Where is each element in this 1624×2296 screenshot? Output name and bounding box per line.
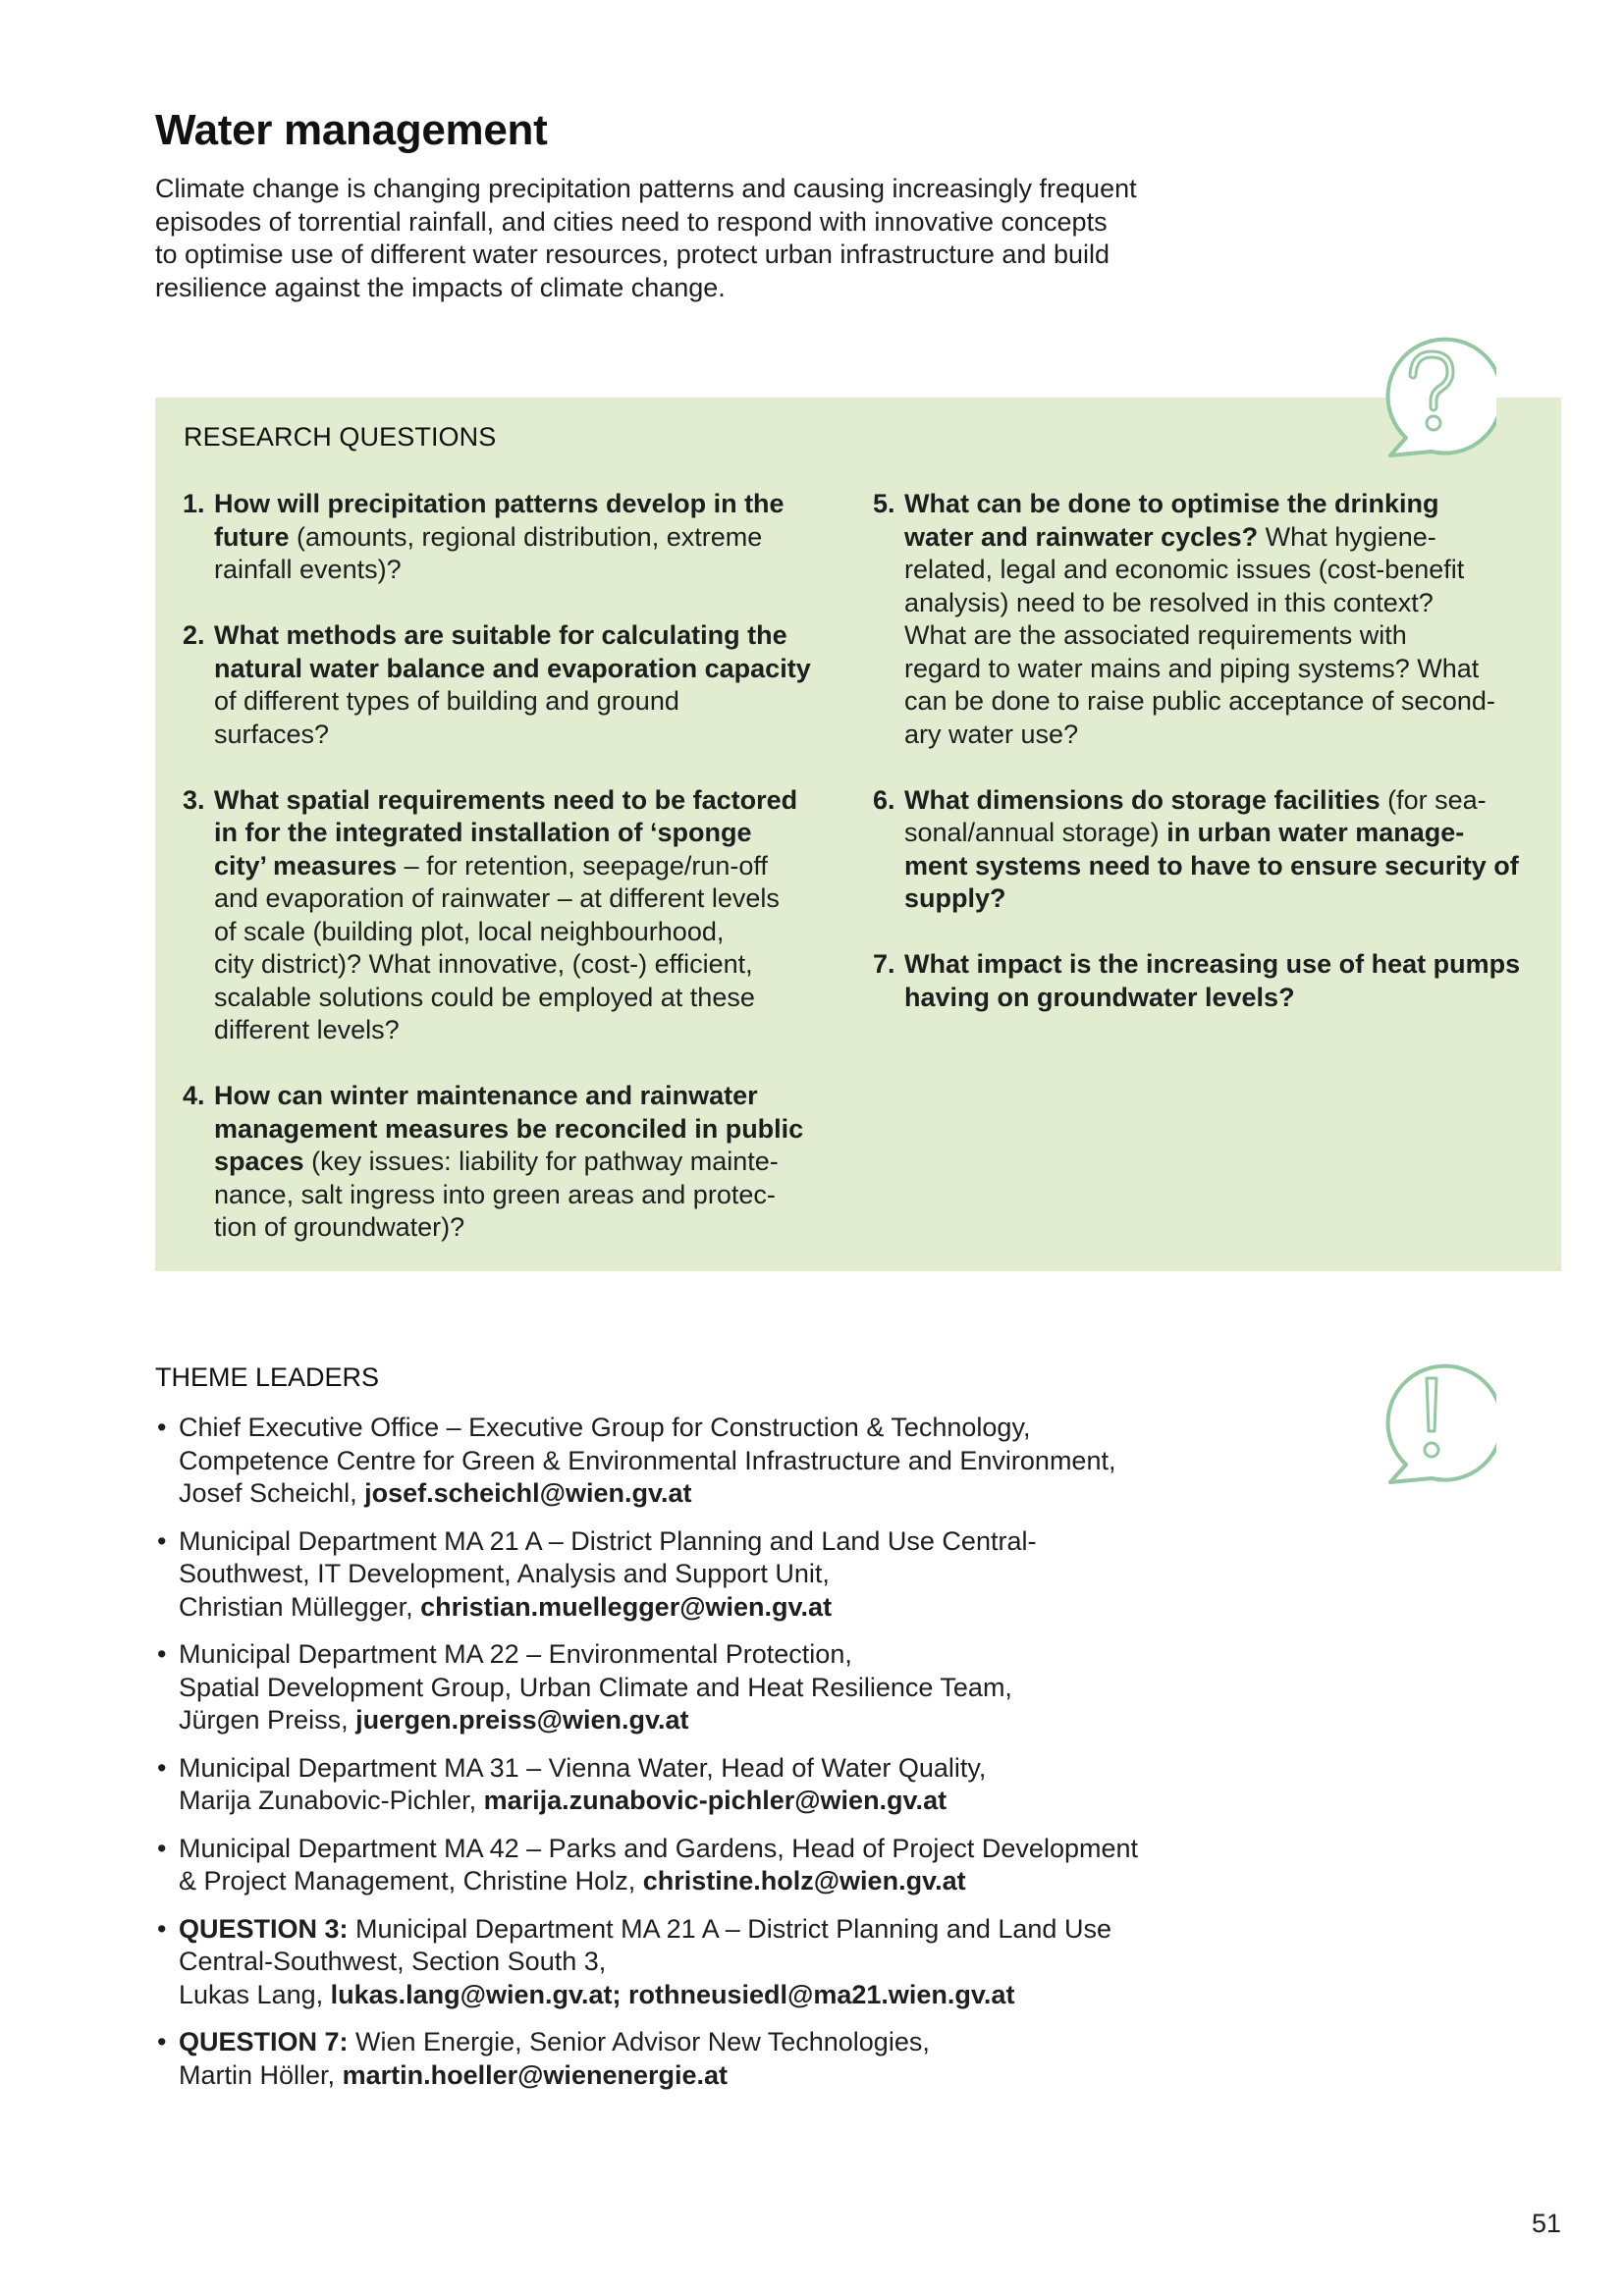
question-number: 4. (183, 1081, 205, 1110)
question-speech-bubble-icon (1367, 330, 1496, 459)
theme-leader-entry (157, 1525, 1276, 1625)
body-text: (amounts, regional distribution, extreme (289, 521, 763, 552)
body-text: (for sea- (1380, 784, 1487, 815)
body-text: can be done to raise public acceptance of second- (904, 686, 1495, 716)
bold-text: How will precipitation patterns develop in the (214, 489, 785, 518)
bold-text: future (214, 521, 290, 552)
body-text: different levels? (214, 1015, 400, 1044)
exclamation-speech-bubble-icon (1367, 1357, 1496, 1486)
theme-leader-entry (157, 1833, 1276, 1898)
bold-text: What dimensions do storage facilities (904, 784, 1380, 815)
theme-leader-entry (157, 2026, 1276, 2092)
body-text: surfaces? (214, 719, 330, 749)
body-text: What are the associated requirements with (904, 620, 1407, 650)
research-question-6 (873, 784, 1541, 916)
intro-line: resilience against the impacts of climate change. (155, 272, 726, 302)
question-number: 1. (183, 489, 205, 518)
bold-text: lukas.lang@wien.gv.at; rothneusiedl@ma21.wien.gv.at (330, 1979, 1015, 2009)
body-text: sonal/annual storage) (904, 818, 1160, 847)
page-title: Water management (155, 106, 548, 154)
question-number: 7. (873, 949, 895, 979)
research-questions-right-column (873, 488, 1541, 1047)
body-text: Central-Southwest, Section South 3, (179, 1947, 607, 1976)
research-question-5 (873, 488, 1541, 751)
bold-text: spaces (214, 1147, 304, 1176)
bold-text: ment systems need to have to ensure security of (904, 850, 1519, 881)
bold-text: martin.hoeller@wienenergie.at (342, 2059, 728, 2090)
question-number: 5. (873, 489, 895, 518)
theme-leaders-heading: THEME LEADERS (155, 1362, 380, 1392)
bold-text: What spatial requirements need to be factored (214, 784, 798, 815)
bold-text: What impact is the increasing use of heat pumps (904, 949, 1521, 979)
body-text: city district)? What innovative, (cost-) efficient, (214, 949, 753, 979)
question-number: 6. (873, 784, 895, 815)
bullet: • (157, 1913, 167, 1944)
bold-text: josef.scheichl@wien.gv.at (364, 1478, 692, 1508)
bold-text: juergen.preiss@wien.gv.at (355, 1705, 689, 1735)
body-text: (key issues: liability for pathway mainte- (303, 1147, 779, 1176)
research-question-3 (183, 784, 842, 1047)
intro-paragraph (155, 173, 1225, 304)
body-text: Jürgen Preiss, (179, 1705, 356, 1735)
bullet: • (157, 1639, 167, 1669)
theme-leader-entry (157, 1638, 1276, 1737)
theme-leaders-list (157, 1412, 1276, 2107)
body-text: What hygiene- (1258, 521, 1436, 552)
body-text: analysis) need to be resolved in this context? (904, 587, 1434, 617)
bullet: • (157, 1413, 167, 1442)
body-text: Municipal Department MA 42 – Parks and Gardens, Head of Project Development (179, 1833, 1138, 1863)
bold-text: christian.muellegger@wien.gv.at (420, 1591, 833, 1622)
body-text: Municipal Department MA 21 A – District Planning and Land Use Central- (179, 1525, 1037, 1556)
bold-text: having on groundwater levels? (904, 982, 1295, 1012)
body-text: Josef Scheichl, (179, 1478, 365, 1508)
body-text: – for retention, seepage/run-off (397, 850, 768, 881)
body-text: Martin Höller, (179, 2059, 343, 2090)
research-questions-heading: RESEARCH QUESTIONS (184, 422, 497, 452)
body-text: Municipal Department MA 22 – Environmental Protection, (179, 1639, 852, 1669)
bold-text: What can be done to optimise the drinking (904, 489, 1439, 518)
body-text: Municipal Department MA 21 A – District Planning and Land Use (348, 1913, 1111, 1944)
bold-text: How can winter maintenance and rainwater (214, 1081, 758, 1110)
research-questions-left-column (183, 488, 842, 1277)
body-text: related, legal and economic issues (cost-benefit (904, 555, 1465, 584)
body-text: Lukas Lang, (179, 1979, 331, 2009)
body-text: scalable solutions could be employed at these (214, 982, 755, 1012)
intro-line: episodes of torrential rainfall, and cities need to respond with innovative concepts (155, 206, 1108, 237)
bold-text: What methods are suitable for calculating the (214, 620, 787, 650)
research-question-1 (183, 488, 842, 587)
intro-line: to optimise use of different water resources, protect urban infrastructure and build (155, 240, 1110, 269)
body-text: & Project Management, Christine Holz, (179, 1866, 643, 1896)
body-text: Chief Executive Office – Executive Group for Construction & Technology, (179, 1413, 1031, 1442)
question-number: 3. (183, 784, 205, 815)
research-question-2 (183, 619, 842, 751)
body-text: Marija Zunabovic-Pichler, (179, 1786, 484, 1815)
theme-leader-entry (157, 1913, 1276, 2012)
bullet: • (157, 2027, 167, 2056)
page-number: 51 (1531, 2209, 1561, 2238)
bullet: • (157, 1833, 167, 1863)
body-text: Municipal Department MA 31 – Vienna Water, Head of Water Quality, (179, 1752, 987, 1783)
body-text: nance, salt ingress into green areas and protec- (214, 1179, 776, 1209)
body-text: of scale (building plot, local neighbourhood, (214, 916, 725, 946)
intro-line: Climate change is changing precipitation patterns and causing increasingly frequent (155, 174, 1137, 203)
body-text: Southwest, IT Development, Analysis and Support Unit, (179, 1559, 830, 1588)
body-text: and evaporation of rainwater – at different levels (214, 883, 780, 913)
research-question-4 (183, 1080, 842, 1245)
body-text: tion of groundwater)? (214, 1212, 465, 1242)
bold-text: management measures be reconciled in public (214, 1113, 804, 1144)
bold-text: QUESTION 7: (179, 2027, 349, 2056)
bold-text: city’ measures (214, 850, 398, 881)
bold-text: in urban water manage- (1159, 818, 1465, 847)
body-text: rainfall events)? (214, 555, 402, 584)
bold-text: natural water balance and evaporation capacity (214, 653, 811, 683)
body-text: Christian Müllegger, (179, 1591, 421, 1622)
bold-text: supply? (904, 883, 1006, 913)
bold-text: QUESTION 3: (179, 1913, 349, 1944)
bullet: • (157, 1525, 167, 1556)
body-text: Wien Energie, Senior Advisor New Technologies, (348, 2027, 930, 2056)
body-text: of different types of building and ground (214, 686, 679, 716)
body-text: Competence Centre for Green & Environmental Infrastructure and Environment, (179, 1445, 1116, 1475)
bold-text: water and rainwater cycles? (904, 521, 1259, 552)
question-number: 2. (183, 620, 205, 650)
theme-leader-entry (157, 1752, 1276, 1818)
bullet: • (157, 1752, 167, 1783)
theme-leader-entry (157, 1412, 1276, 1511)
body-text: Spatial Development Group, Urban Climate and Heat Resilience Team, (179, 1672, 1012, 1702)
body-text: ary water use? (904, 719, 1079, 749)
body-text: regard to water mains and piping systems? What (904, 653, 1480, 683)
bold-text: in for the integrated installation of ‘sponge (214, 818, 752, 847)
bold-text: christine.holz@wien.gv.at (642, 1866, 966, 1896)
bold-text: marija.zunabovic-pichler@wien.gv.at (483, 1786, 947, 1815)
research-question-7 (873, 948, 1541, 1014)
